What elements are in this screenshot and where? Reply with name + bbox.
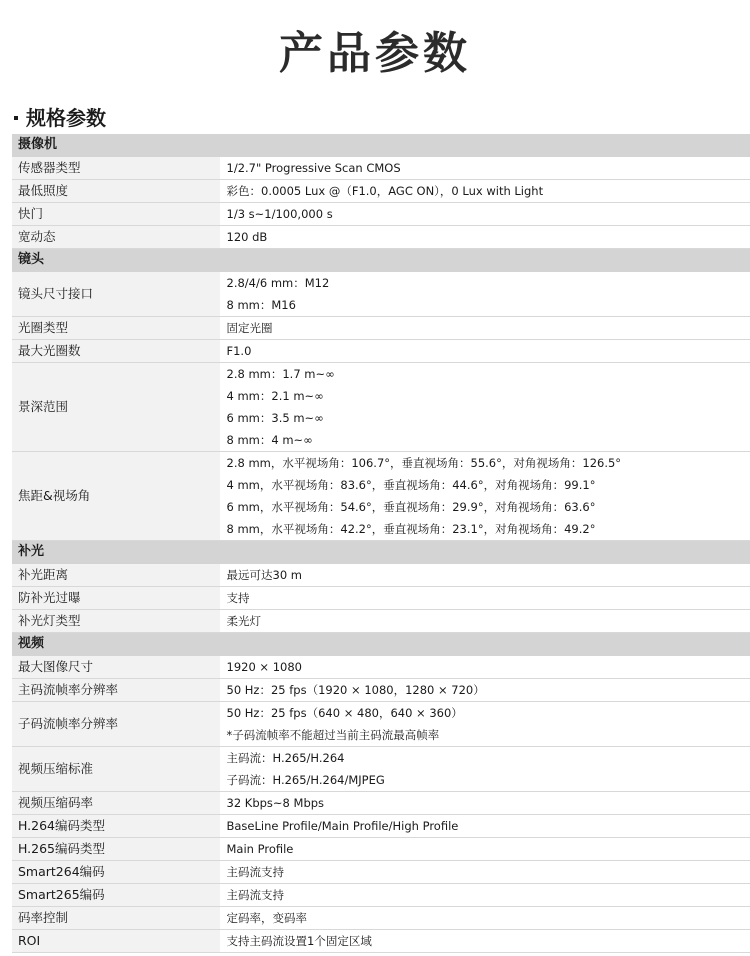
value-line: 8 mm：4 m~∞ xyxy=(226,433,313,447)
value-line: 2.8 mm：1.7 m~∞ xyxy=(226,367,335,381)
value-line: 彩色：0.0005 Lux @（F1.0，AGC ON），0 Lux with Light xyxy=(226,184,544,198)
group-label: 镜头 xyxy=(12,249,750,272)
value-line: 2.8 mm，水平视场角：106.7°，垂直视场角：55.6°，对角视场角：126.5° xyxy=(226,456,622,470)
row-label: 视频压缩标准 xyxy=(12,747,220,792)
value-line: 50 Hz：25 fps（640 × 480，640 × 360） xyxy=(226,706,463,720)
table-row xyxy=(12,610,750,633)
row-label: 码率控制 xyxy=(12,907,220,930)
row-label: 传感器类型 xyxy=(12,157,220,180)
table-row xyxy=(12,747,750,792)
value-line: F1.0 xyxy=(226,344,252,358)
value-line: 32 Kbps~8 Mbps xyxy=(226,796,325,810)
table-row xyxy=(12,679,750,702)
row-value xyxy=(220,656,750,679)
value-line: 最远可达30 m xyxy=(226,568,302,582)
value-line: 子码流：H.265/H.264/MJPEG xyxy=(226,773,385,787)
row-label: 补光距离 xyxy=(12,564,220,587)
row-value xyxy=(220,747,750,792)
row-value xyxy=(220,157,750,180)
table-row xyxy=(12,930,750,953)
value-line: 1920 × 1080 xyxy=(226,660,302,674)
row-value xyxy=(220,930,750,953)
row-value xyxy=(220,203,750,226)
table-row xyxy=(12,203,750,226)
table-row xyxy=(12,317,750,340)
row-label: 快门 xyxy=(12,203,220,226)
row-label: 光圈类型 xyxy=(12,317,220,340)
row-value xyxy=(220,564,750,587)
group-row-lens xyxy=(12,249,750,272)
banner xyxy=(0,0,750,98)
row-label: 最大光圈数 xyxy=(12,340,220,363)
table-row xyxy=(12,838,750,861)
row-value xyxy=(220,702,750,747)
section-title: 规格参数 xyxy=(26,105,106,130)
row-label: Smart264编码 xyxy=(12,861,220,884)
row-value xyxy=(220,679,750,702)
value-line: BaseLine Profile/Main Profile/High Profile xyxy=(226,819,459,833)
value-line: 50 Hz：25 fps（1920 × 1080，1280 × 720） xyxy=(226,683,485,697)
group-row-camera xyxy=(12,134,750,157)
row-label: 宽动态 xyxy=(12,226,220,249)
table-row xyxy=(12,226,750,249)
row-value xyxy=(220,907,750,930)
value-line: 6 mm：3.5 m~∞ xyxy=(226,411,324,425)
row-label: H.264编码类型 xyxy=(12,815,220,838)
value-line: 1/3 s~1/100,000 s xyxy=(226,207,333,221)
row-label: 最低照度 xyxy=(12,180,220,203)
value-line: 固定光圈 xyxy=(226,321,273,335)
row-label: 补光灯类型 xyxy=(12,610,220,633)
group-label: 摄像机 xyxy=(12,134,750,157)
row-value xyxy=(220,340,750,363)
value-line: 6 mm，水平视场角：54.6°，垂直视场角：29.9°，对角视场角：63.6° xyxy=(226,500,596,514)
row-value xyxy=(220,610,750,633)
value-line: 8 mm，水平视场角：42.2°，垂直视场角：23.1°，对角视场角：49.2° xyxy=(226,522,596,536)
section-header xyxy=(0,98,750,134)
value-line: 定码率，变码率 xyxy=(226,911,307,925)
row-label: H.265编码类型 xyxy=(12,838,220,861)
group-label: 视频 xyxy=(12,633,750,656)
row-value xyxy=(220,452,750,541)
table-row xyxy=(12,363,750,452)
value-line: 主码流支持 xyxy=(226,865,284,879)
table-row xyxy=(12,180,750,203)
row-value xyxy=(220,792,750,815)
bullet-icon xyxy=(14,116,18,120)
row-value xyxy=(220,815,750,838)
row-label: 景深范围 xyxy=(12,363,220,452)
row-value xyxy=(220,226,750,249)
spec-table xyxy=(12,134,750,953)
value-line: 柔光灯 xyxy=(226,614,261,628)
value-line: Main Profile xyxy=(226,842,294,856)
row-value xyxy=(220,272,750,317)
row-label: Smart265编码 xyxy=(12,884,220,907)
value-line: 4 mm，水平视场角：83.6°，垂直视场角：44.6°，对角视场角：99.1° xyxy=(226,478,596,492)
row-label: 镜头尺寸接口 xyxy=(12,272,220,317)
row-value xyxy=(220,363,750,452)
row-label: 焦距&视场角 xyxy=(12,452,220,541)
value-line: 2.8/4/6 mm：M12 xyxy=(226,276,330,290)
row-value xyxy=(220,587,750,610)
value-line: 8 mm：M16 xyxy=(226,298,296,312)
table-row xyxy=(12,861,750,884)
row-label: ROI xyxy=(12,930,220,953)
value-line: *子码流帧率不能超过当前主码流最高帧率 xyxy=(226,728,440,742)
table-row xyxy=(12,157,750,180)
row-label: 最大图像尺寸 xyxy=(12,656,220,679)
row-value xyxy=(220,838,750,861)
group-row-fill xyxy=(12,541,750,564)
row-value xyxy=(220,884,750,907)
row-value xyxy=(220,317,750,340)
group-label: 补光 xyxy=(12,541,750,564)
table-row xyxy=(12,656,750,679)
table-row xyxy=(12,340,750,363)
value-line: 主码流：H.265/H.264 xyxy=(226,751,345,765)
value-line: 主码流支持 xyxy=(226,888,284,902)
page-title: 产品参数 xyxy=(279,28,471,79)
row-label: 子码流帧率分辨率 xyxy=(12,702,220,747)
table-row xyxy=(12,702,750,747)
row-label: 主码流帧率分辨率 xyxy=(12,679,220,702)
table-row xyxy=(12,907,750,930)
table-row xyxy=(12,884,750,907)
value-line: 支持主码流设置1个固定区域 xyxy=(226,934,372,948)
value-line: 120 dB xyxy=(226,230,268,244)
value-line: 4 mm：2.1 m~∞ xyxy=(226,389,324,403)
table-row xyxy=(12,564,750,587)
row-label: 防补光过曝 xyxy=(12,587,220,610)
table-row xyxy=(12,272,750,317)
value-line: 支持 xyxy=(226,591,250,605)
row-label: 视频压缩码率 xyxy=(12,792,220,815)
value-line: 1/2.7" Progressive Scan CMOS xyxy=(226,161,401,175)
row-value xyxy=(220,861,750,884)
group-row-video xyxy=(12,633,750,656)
table-row xyxy=(12,587,750,610)
table-row xyxy=(12,815,750,838)
table-row xyxy=(12,792,750,815)
row-value xyxy=(220,180,750,203)
table-row xyxy=(12,452,750,541)
